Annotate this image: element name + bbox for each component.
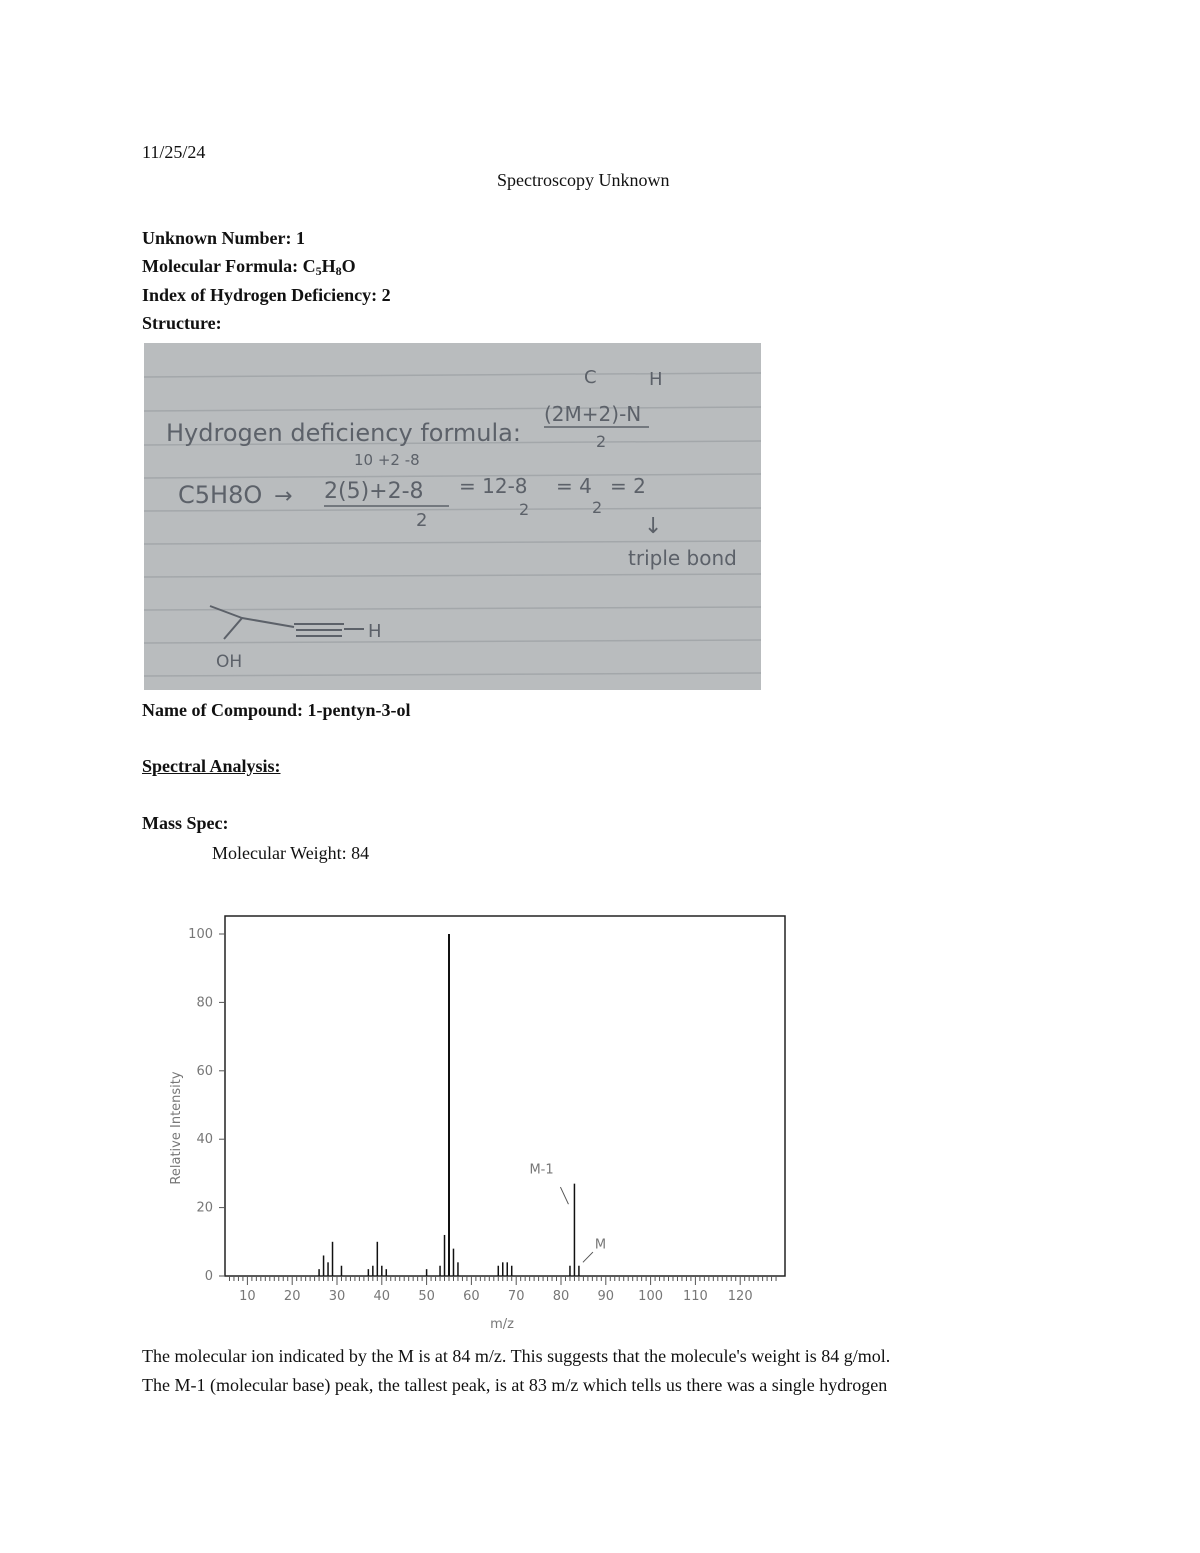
formula-h-subscript: 8: [335, 264, 342, 278]
x-tick-label: 50: [418, 1289, 435, 1304]
h-note: H: [649, 369, 663, 390]
formula-h: H: [321, 256, 336, 276]
date: 11/25/24: [142, 142, 206, 162]
y-axis-label: Relative Intensity: [169, 1071, 184, 1185]
hydrogen-deficiency-heading: Hydrogen deficiency formula:: [166, 419, 521, 447]
molecular-weight: Molecular Weight: 84: [212, 843, 370, 863]
y-tick-label: 60: [196, 1063, 213, 1079]
x-axis-label: m/z: [490, 1317, 514, 1332]
x-tick-label: 70: [507, 1289, 525, 1304]
document-title: Spectroscopy Unknown: [497, 170, 670, 190]
step-two: = 12-8: [459, 474, 528, 498]
step-two-denominator: 2: [519, 500, 530, 519]
notebook-photo: [144, 343, 761, 690]
analysis-paragraph-line-1: The molecular ion indicated by the M is at 84 m/z. This suggests that the molecule's weight is 84 g/mol.: [142, 1346, 891, 1366]
structure-drawing: [210, 606, 364, 639]
triple-bond-note: triple bond: [628, 546, 737, 570]
molecular-formula: [142, 256, 356, 277]
step-four: = 2: [610, 474, 646, 498]
c-note: C: [584, 367, 597, 388]
annotation-m: M: [594, 1237, 607, 1253]
y-tick-label: 80: [196, 995, 213, 1011]
structure-label: Structure:: [142, 313, 222, 333]
hydrogen-deficiency-index: Index of Hydrogen Deficiency: 2: [142, 285, 391, 305]
calc-denominator: 2: [416, 510, 428, 531]
x-tick-label: 110: [682, 1289, 708, 1304]
compound-name: Name of Compound: 1-pentyn-3-ol: [142, 700, 411, 720]
x-tick-label: 120: [727, 1289, 753, 1304]
substitution-note: 10 +2 -8: [354, 451, 420, 469]
mass-spec-heading: Mass Spec:: [142, 813, 229, 833]
step-three: = 4: [556, 474, 592, 498]
molecular-formula-label: Molecular Formula: C: [142, 256, 316, 276]
step-three-denominator: 2: [592, 498, 603, 517]
y-tick-label: 20: [196, 1200, 213, 1216]
plot-frame: [225, 916, 785, 1276]
x-tick-label: 100: [638, 1289, 664, 1304]
x-tick-label: 10: [239, 1289, 256, 1304]
x-tick-label: 80: [552, 1289, 570, 1304]
structure-oh: OH: [216, 652, 243, 672]
unknown-number: Unknown Number: 1: [142, 228, 306, 248]
x-tick-label: 30: [328, 1289, 346, 1304]
calc-expression: 2(5)+2-8: [324, 479, 424, 504]
y-tick-label: 100: [188, 927, 213, 942]
annotation-m-arrow: [583, 1252, 593, 1262]
calc-lhs: C5H8O: [178, 481, 263, 509]
y-tick-label: 40: [196, 1132, 213, 1148]
formula-o: O: [341, 256, 356, 276]
x-tick-label: 40: [373, 1289, 391, 1304]
structure-h: H: [368, 621, 382, 642]
calc-arrow: →: [274, 484, 293, 509]
down-arrow: ↓: [644, 514, 663, 539]
formula-text: (2M+2)-N: [544, 402, 642, 426]
annotation-m-minus-1: M-1: [529, 1162, 554, 1178]
x-tick-label: 60: [463, 1289, 480, 1304]
notebook-sketch: [144, 343, 761, 690]
analysis-paragraph-line-2: The M-1 (molecular base) peak, the tallest peak, is at 83 m/z which tells us there was a single hydrogen: [142, 1375, 888, 1395]
mass-spectrum-chart: [150, 878, 800, 1338]
spectral-analysis-heading: Spectral Analysis:: [142, 756, 281, 776]
y-tick-label: 0: [204, 1269, 213, 1284]
x-tick-label: 20: [283, 1289, 301, 1304]
x-tick-label: 90: [597, 1289, 615, 1304]
formula-denominator: 2: [596, 432, 607, 451]
formula-c-subscript: 5: [315, 264, 322, 278]
annotation-m-minus-1-arrow: [560, 1187, 568, 1204]
